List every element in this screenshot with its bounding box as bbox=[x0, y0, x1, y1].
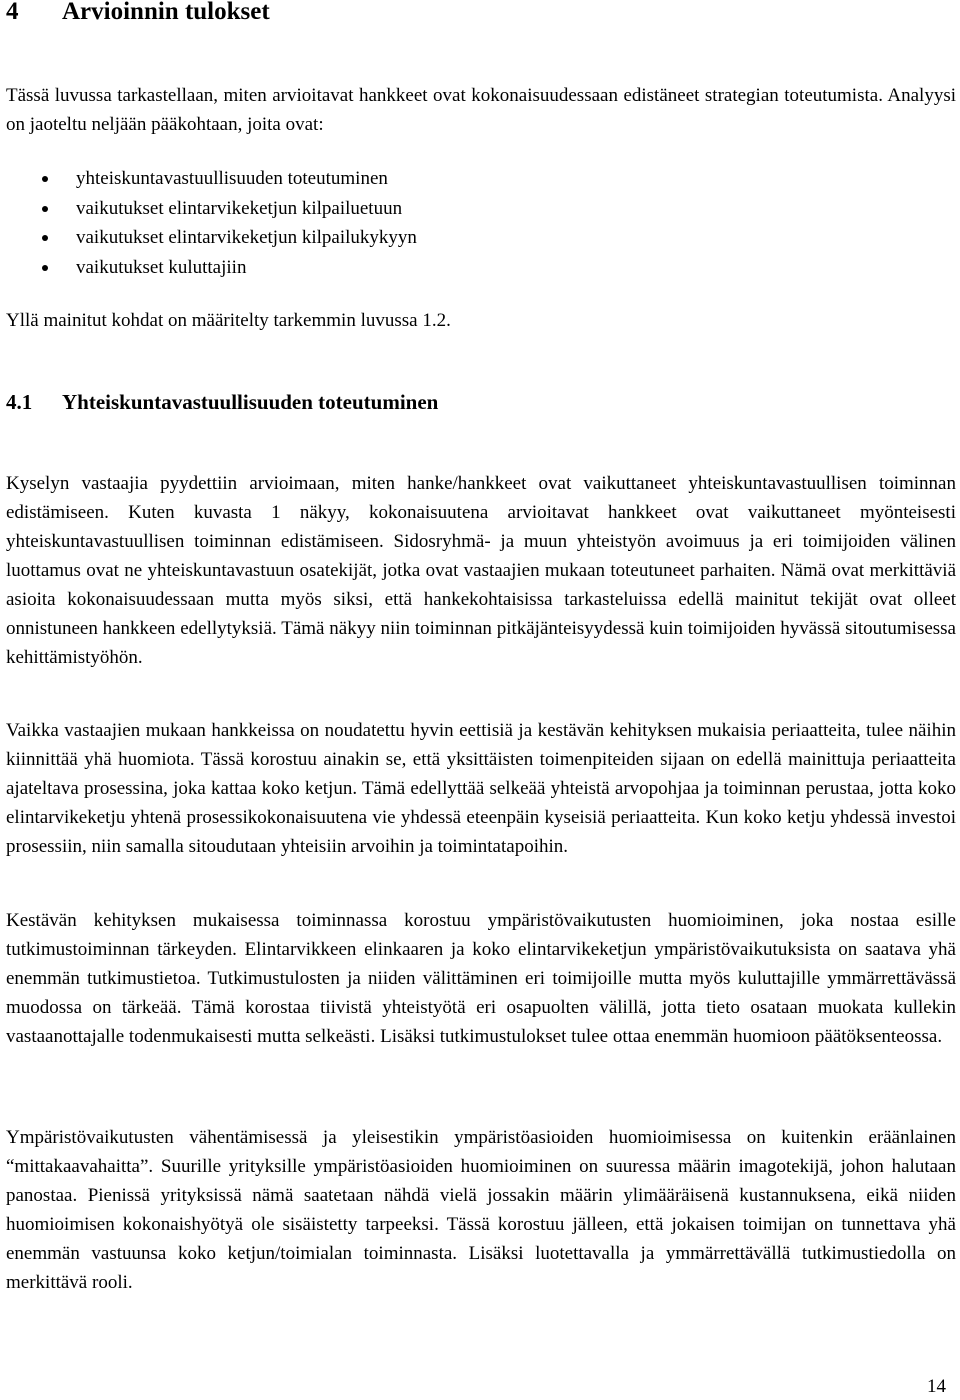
bullet-icon bbox=[42, 206, 48, 212]
chapter-title: Arvioinnin tulokset bbox=[62, 0, 270, 25]
body-paragraph: Kyselyn vastaajia pyydettiin arvioimaan, miten hanke/hankkeet ovat vaikuttaneet yhteiskuntavastuullisen toiminnan edistämiseen. Kuten kuvasta 1 näkyy, kokonaisuutena arvioitavat hankkeet ovat vaikuttaneet myönteisesti yhteiskuntavastuullisen toiminnan edistämiseen. Sidosryhmä- ja muun yhteistyön avoimuus ja eri toimijoiden välinen luottamus ovat ne yhteiskuntavastuun osatekijät, jotka ovat vastaajien mukaan toteutuneet parhaiten. Nämä ovat merkittäviä asioita kokonaisuudessaan mutta myös siksi, että hankekohtaisissa tarkasteluissa edellä mainitut tekijät ovat olleet onnistuneen hankkeen edellytyksiä. Tämä näkyy niin toiminnan pitkäjänteisyydessä kuin toimijoiden hyvässä sitoutumisessa kehittämistyöhön. bbox=[6, 473, 956, 668]
list-item bbox=[6, 194, 417, 224]
bullet-list bbox=[6, 164, 417, 282]
list-item bbox=[6, 223, 417, 253]
reference-paragraph: Yllä mainitut kohdat on määritelty tarkemmin luvussa 1.2. bbox=[6, 310, 451, 331]
bullet-icon bbox=[42, 235, 48, 241]
list-item bbox=[6, 164, 417, 194]
intro-paragraph: Tässä luvussa tarkastellaan, miten arvioitavat hankkeet ovat kokonaisuudessaan edistäneet strategian toteutumista. Analyysi on jaoteltu neljään pääkohtaan, joita ovat: bbox=[6, 85, 956, 135]
list-item-text: vaikutukset kuluttajiin bbox=[76, 256, 247, 278]
page-number: 14 bbox=[927, 1376, 946, 1397]
chapter-number: 4 bbox=[6, 0, 19, 25]
bullet-icon bbox=[42, 265, 48, 271]
section-number: 4.1 bbox=[6, 390, 33, 414]
list-item-text: vaikutukset elintarvikeketjun kilpailuetuun bbox=[76, 197, 403, 219]
chapter-heading bbox=[6, 0, 270, 28]
list-item bbox=[6, 253, 417, 283]
section-title: Yhteiskuntavastuullisuuden toteutuminen bbox=[62, 390, 439, 414]
body-paragraph: Kestävän kehityksen mukaisessa toiminnassa korostuu ympäristövaikutusten huomioiminen, joka nostaa esille tutkimustoiminnan tärkeyden. Elintarvikkeen elinkaaren ja koko elintarvikeketjun ympäristövaikutuksista on saatava yhä enemmän tutkimustietoa. Tutkimustulosten ja niiden välittäminen eri toimijoille mutta myös kuluttajille ymmärrettävässä muodossa on tärkeää. Tämä korostaa tiivistä yhteistyötä eri osapuolten välillä, jotta tieto osataan muokata kullekin vastaanottajalle todenmukaisesti mutta selkeästi. Lisäksi tutkimustulokset tulee ottaa enemmän huomioon päätöksenteossa. bbox=[6, 910, 956, 1047]
list-item-text: vaikutukset elintarvikeketjun kilpailukykyyn bbox=[76, 227, 417, 248]
list-item-text: yhteiskuntavastuullisuuden toteutuminen bbox=[76, 168, 388, 189]
body-paragraph: Vaikka vastaajien mukaan hankkeissa on noudatettu hyvin eettisiä ja kestävän kehityksen mukaisia periaatteita, tulee näihin kiinnittää yhä huomiota. Tässä korostuu ainakin se, että yksittäisten toimenpiteiden sijaan on edellä mainittuja periaatteita ajateltava prosessina, joka kattaa koko ketjun. Tämä edellyttää selkeää yhteistä arvopohjaa ja toiminnan perustaa, jotta koko elintarvikeketju yhtenä prosessikokonaisuutena vie yhdessä eteenpäin kyseisiä periaatteita. Kun koko ketju yhdessä investoi prosessiin, niin samalla sitoudutaan yhteisiin arvoihin ja toimintatapoihin. bbox=[6, 720, 956, 857]
bullet-icon bbox=[42, 176, 48, 182]
section-heading bbox=[6, 388, 438, 416]
body-paragraph: Ympäristövaikutusten vähentämisessä ja yleisestikin ympäristöasioiden huomioimisessa on kuitenkin eräänlainen “mittakaavahaitta”. Suurille yrityksille ympäristöasioiden huomioiminen on suuressa määrin imagotekijä, johon halutaan panostaa. Pienissä yrityksissä nämä saatetaan nähdä vielä jossakin määrin ylimääräisenä kustannuksena, eikä niiden huomioimisen kokonaishyötyä ole sisäistetty tarpeeksi. Tässä korostuu jälleen, että jokaisen toimijan on tunnettava yhä enemmän vastuunsa koko ketjun/toimialan toiminnasta. Lisäksi luotettavalla ja ymmärrettävällä tutkimustiedolla on merkittävä rooli. bbox=[6, 1127, 956, 1293]
